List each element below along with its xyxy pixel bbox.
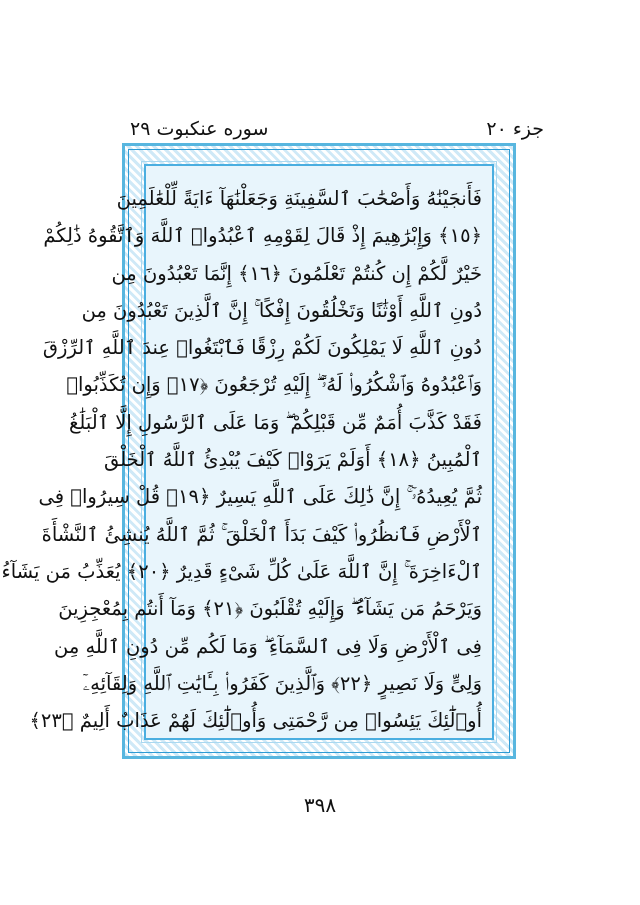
juz-label: جزء ٢٠: [486, 118, 544, 140]
verse-line: فِى ٱلْأَرْضِ وَلَا فِى ٱلسَّمَآءِ ۖ وَمَا لَكُم مِّن دُونِ ٱللَّهِ مِن: [53, 634, 482, 658]
verse-line: فَأَنجَيْنَٰهُ وَأَصْحَٰبَ ٱلسَّفِينَةِ وَجَعَلْنَٰهَآ ءَايَةً لِّلْعَٰلَمِينَ: [116, 187, 482, 210]
verse-line: ﴿١٥﴾ وَإِبْرَٰهِيمَ إِذْ قَالَ لِقَوْمِهِ ٱعْبُدُوا۟ ٱللَّهَ وَٱتَّقُوهُ ذَٰلِكُمْ: [43, 224, 482, 248]
verse-line: دُونِ ٱللَّهِ لَا يَمْلِكُونَ لَكُمْ رِزْقًا فَٱبْتَغُوا۟ عِندَ ٱللَّهِ ٱلرِّزْقَ: [42, 336, 482, 360]
text-panel: [1, 164, 494, 740]
verse-line: ٱلْمُبِينُ ﴿١٨﴾ أَوَلَمْ يَرَوْا۟ كَيْفَ يُبْدِئُ ٱللَّهُ ٱلْخَلْقَ: [103, 448, 482, 472]
verse-line: ٱلْأَرْضِ فَٱنظُرُوا۟ كَيْفَ بَدَأَ ٱلْخَلْقَ ۚ ثُمَّ ٱللَّهُ يُنشِئُ ٱلنَّشْأَةَ: [41, 522, 482, 546]
verse-line: ٱلْءَاخِرَةَ ۚ إِنَّ ٱللَّهَ عَلَىٰ كُلِّ شَىْءٍ قَدِيرٌ ﴿٢٠﴾ يُعَذِّبُ مَن يَشَآءُ: [1, 559, 482, 583]
verse-line: أُو۟لَٰٓئِكَ يَئِسُوا۟ مِن رَّحْمَتِى وَأُو۟لَٰٓئِكَ لَهُمْ عَذَابٌ أَلِيمٌ ﴿٢٣﴾: [29, 709, 482, 733]
verse-line: دُونِ ٱللَّهِ أَوْثَٰنًا وَتَخْلُقُونَ إِفْكًا ۚ إِنَّ ٱلَّذِينَ تَعْبُدُونَ مِن: [81, 298, 482, 322]
verse-line: وَٱعْبُدُوهُ وَٱشْكُرُوا۟ لَهُۥٓ ۖ إِلَيْهِ تُرْجَعُونَ ﴿١٧﴾ وَإِن تُكَذِّبُوا۟: [66, 373, 482, 397]
page-number: ٣٩٨: [303, 793, 337, 817]
verse-line: ثُمَّ يُعِيدُهُۥٓ ۚ إِنَّ ذَٰلِكَ عَلَى ٱللَّهِ يَسِيرٌ ﴿١٩﴾ قُلْ سِيرُوا۟ فِى: [38, 485, 482, 509]
verse-line: فَقَدْ كَذَّبَ أُمَمٌ مِّن قَبْلِكُمْ ۖ وَمَا عَلَى ٱلرَّسُولِ إِلَّا ٱلْبَلَٰغُ: [69, 410, 482, 434]
verse-line: وَلِىٍّ وَلَا نَصِيرٍ ﴿٢٢﴾ وَٱلَّذِينَ كَفَرُوا۟ بِـَٔايَٰتِ ٱللَّهِ وَلِقَآئِهِۦٓ: [82, 671, 482, 695]
surah-label: سوره عنكبوت ٢٩: [130, 118, 269, 140]
verse-lines: [1, 180, 492, 739]
verse-line: وَيَرْحَمُ مَن يَشَآءُ ۖ وَإِلَيْهِ تُقْلَبُونَ ﴿٢١﴾ وَمَآ أَنتُم بِمُعْجِزِينَ: [58, 597, 482, 621]
verse-line: خَيْرٌ لَّكُمْ إِن كُنتُمْ تَعْلَمُونَ ﴿١٦﴾ إِنَّمَا تَعْبُدُونَ مِن: [111, 261, 482, 285]
